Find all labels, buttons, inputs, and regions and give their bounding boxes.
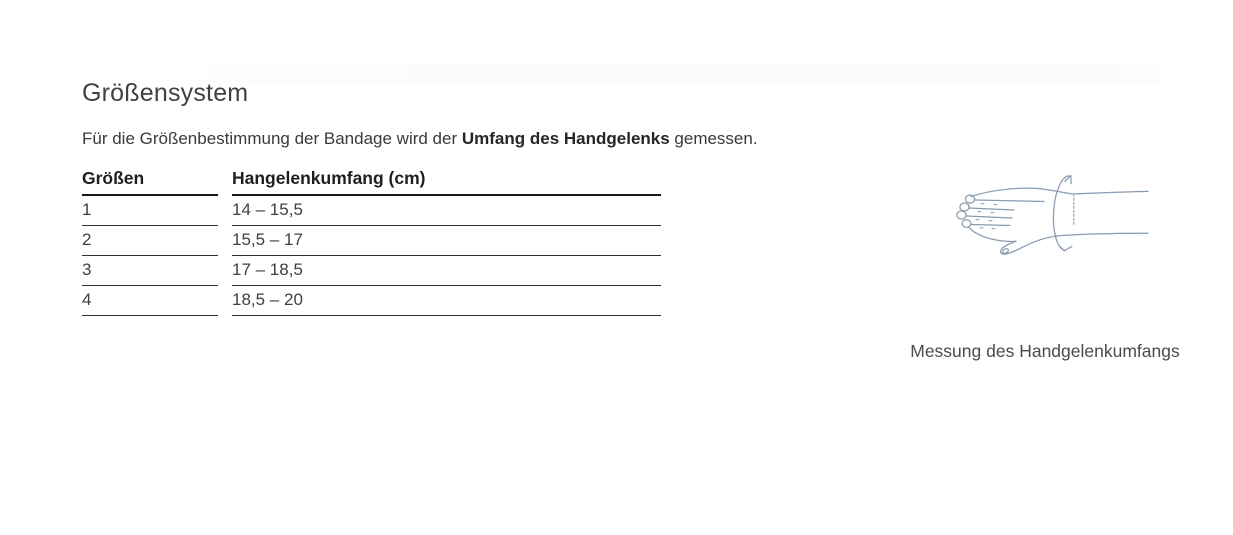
table-row — [82, 255, 661, 285]
column-header-circumference: Hangelenkumfang (cm) — [232, 168, 661, 195]
size-cell: 2 — [82, 225, 218, 255]
size-table — [82, 168, 661, 316]
hand-wrist-illustration — [940, 163, 1150, 293]
fingertip-3 — [957, 211, 966, 219]
intro-text-before: Für die Größenbestimmung der Bandage wird der — [82, 129, 462, 148]
table-row — [82, 285, 661, 315]
finger-line-3 — [966, 216, 1012, 218]
range-cell: 14 – 15,5 — [232, 195, 661, 225]
fingertip-1 — [965, 195, 974, 203]
column-header-sizes: Größen — [82, 168, 218, 195]
column-gap — [218, 285, 232, 315]
intro-paragraph — [82, 128, 758, 149]
column-gap — [218, 168, 232, 195]
column-gap — [218, 195, 232, 225]
finger-line-4 — [971, 225, 1010, 226]
intro-bold-phrase: Umfang des Handgelenks — [461, 129, 670, 148]
page-title: Größensystem — [82, 79, 249, 107]
finger-line-2 — [969, 208, 1014, 210]
range-cell: 18,5 – 20 — [232, 285, 661, 315]
measure-arrow-icon — [1052, 175, 1076, 252]
hand-bottom-contour — [969, 227, 1016, 241]
thumb-outline — [1001, 233, 1148, 254]
intro-text-after: gemessen. — [669, 129, 758, 148]
column-gap — [218, 255, 232, 285]
range-cell: 15,5 – 17 — [232, 225, 661, 255]
table-row — [82, 195, 661, 225]
fingertip-2 — [960, 203, 969, 211]
size-cell: 4 — [82, 285, 218, 315]
fingertip-4 — [962, 220, 971, 228]
size-cell: 1 — [82, 195, 218, 225]
measurement-figure — [900, 163, 1190, 362]
finger-line-1 — [975, 200, 1044, 202]
column-gap — [218, 225, 232, 255]
size-cell: 3 — [82, 255, 218, 285]
table-row — [82, 225, 661, 255]
subtle-background-band — [210, 63, 1162, 84]
table-header-row — [82, 168, 661, 195]
range-cell: 17 – 18,5 — [232, 255, 661, 285]
figure-caption: Messung des Handgelenkumfangs — [910, 341, 1180, 361]
hand-top-contour — [971, 188, 1148, 196]
